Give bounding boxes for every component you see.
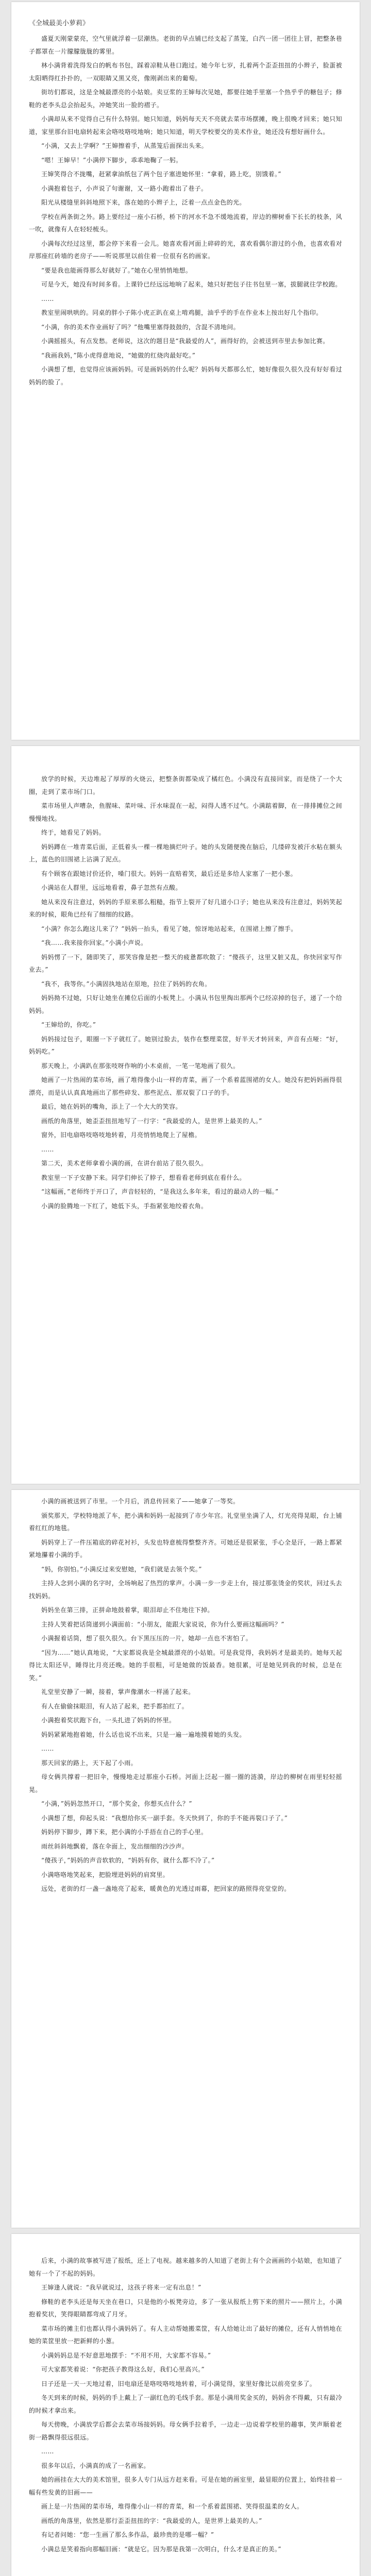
- paragraph: “我……我来接你回家。”小满小声说。: [41, 939, 147, 946]
- page-3: [11, 1490, 360, 2228]
- document-title: 《全城最美小萝莉》: [29, 20, 90, 27]
- paragraph: 可是今天，她没有时间多看。上课铃已经远远地响了起来，她只好把包子往书包里一塞，拔腿就往学校跑。: [41, 281, 342, 288]
- paragraph: 教室里一下子安静下来。同学们伸长了脖子，想看看老师到底在看什么。: [41, 1174, 246, 1181]
- paragraph: 母女俩共撑着一把旧伞，慢慢地走过那座小石桥。河面上泛起一圈一圈的涟漪，岸边的柳树在雨里轻轻摇晃。: [29, 1773, 342, 1793]
- paragraph: 第二天，美术老师拿着小满的画，在讲台前站了很久很久。: [41, 1160, 208, 1167]
- paragraph: 主持人念到小满的名字时，全场响起了热烈的掌声。小满一步一步走上台，接过那张烫金的奖状，回过头去找妈妈。: [29, 1580, 342, 1600]
- paragraph: “小满，你的美术作业画好了吗？”他嘴里塞得鼓鼓的，含混不清地问。: [41, 323, 240, 331]
- paragraph: 小满握着话筒，想了很久很久。台下黑压压的一片，她却一点也不害怕了。: [41, 1635, 252, 1642]
- paragraph: 窗外，旧电扇咯吱咯吱地转着，月亮悄悄地爬上了屋檐。: [41, 1131, 201, 1139]
- paragraph: “小满，又去上学啊？”王婶擦着手，从蒸笼后面探出头来。: [41, 142, 208, 149]
- paragraph: “我画我妈，”陈小虎得意地说，“她做的红烧肉最好吃。”: [41, 351, 196, 359]
- paragraph: 小满站在人群里，远远地看着，鼻子忽然有点酸。: [41, 884, 182, 891]
- paragraph: “小满，”妈妈忽然开口，“那个奖金，你想买点什么？”: [41, 1800, 192, 1807]
- paragraph: “要是我也能画得那么好就好了。”她在心里悄悄地想。: [41, 266, 192, 274]
- paragraph: 终于，她看见了妈妈。: [41, 829, 106, 836]
- paragraph: 有记者问她：“您一生画了那么多作品，最珍贵的是哪一幅？”: [41, 2531, 214, 2538]
- paragraph: 小满咯咯地笑起来，把脸埋进妈妈的肩窝里。: [41, 1871, 170, 1878]
- paragraph: “傻孩子，”妈妈的声音软软的，“妈妈有你，就什么都不冷了。”: [41, 1857, 215, 1864]
- paragraph: 教室里闹哄哄的。同桌的胖小子陈小虎正趴在桌上啃鸡腿，油乎乎的手在作业本上按出好几个指印。: [41, 309, 323, 316]
- paragraph: ……: [41, 2448, 54, 2455]
- paragraph: “因为……”她认真地说，“大家都说我是全城最漂亮的小姑娘。可是我觉得，我妈妈才是最美的。她每天起得比太阳还早，睡得比月亮还晚。她的手很粗，可是她做的饭最香。她很累，可是她见到我的时候，总是在笑。”: [29, 1649, 342, 1682]
- paragraph: 小满的脸腾地一下红了，她低下头，手指紧张地绞着衣角。: [41, 1202, 208, 1210]
- paragraph: 妈妈坐在第三排，正拼命地鼓着掌，眼泪却止不住地往下掉。: [41, 1606, 214, 1614]
- paragraph: 远处，老街的灯一盏一盏地亮了起来，暖黄色的光透过雨幕，把回家的路照得亮堂堂的。: [41, 1885, 291, 1892]
- paragraph: 林小满背着洗得发白的帆布书包，踩着凉鞋从巷口跑过。她今年七岁，扎着两个歪歪扭扭的小辫子，脸蛋被太阳晒得红扑扑的，一双眼睛又黑又亮，像刚剥出来的葡萄。: [29, 62, 342, 82]
- paragraph: 盛夏天刚蒙蒙亮，空气里就浮着一层潮热。老街的早点铺已经支起了蒸笼，白汽一团一团往上冒，把整条巷子都罩在一片朦朦胧胧的雾里。: [29, 35, 342, 55]
- paragraph: 冬天到来的时候，妈妈的手上戴上了一副红色的毛线手套。那是小满用奖金买的，妈妈舍不得戴，只有最冷的时候才拿出来。: [29, 2394, 342, 2414]
- paragraph: 有个顾客在跟她讨价还价，嗓门很大。妈妈一直赔着笑，最后还是多给人家塞了一把小葱。: [41, 870, 297, 877]
- paragraph: 妈妈停下脚步，蹲下来，把小满的小手捂在自己的手心里。: [41, 1828, 208, 1836]
- paragraph: 妈妈拗不过她，只好让她坐在摊位后面的小板凳上。小满从书包里掏出那两个已经凉掉的包子，递了一个给妈妈。: [29, 994, 342, 1014]
- page-1: [11, 2, 360, 740]
- paragraph: 日子还是一天一天地过着，旧电扇还是咯吱咯吱地转着，可小满觉得，家里好像比以前亮堂多了。: [41, 2380, 316, 2387]
- paragraph: 每天傍晚，小满放学后都会去菜市场接妈妈。母女俩手拉着手，一边走一边说着学校里的趣事，笑声顺着老街一路飘得很远很远。: [29, 2421, 342, 2441]
- paragraph: 小满妈妈总是不好意思地摆手：“不用不用，大家都不容易。”: [41, 2351, 211, 2359]
- paragraph: 颁奖那天，学校特地派了车，把小满和妈妈一起接到了市少年宫。礼堂里坐满了人，灯光亮得晃眼，台上铺着红红的地毯。: [29, 1512, 342, 1532]
- paragraph: 小满摇摇头，有点发愁。老师说，这次的题目是“我最爱的人”，画得好的，会被送到市里去参加比赛。: [41, 337, 329, 345]
- paragraph: 那天晚上，小满趴在那张吱呀作响的小木桌前，一笔一笔地画了很久。: [41, 1062, 240, 1070]
- paragraph: 妈妈紧紧地抱着她，什么话也说不出来，只是一遍一遍地摸着她的头发。: [41, 1731, 246, 1738]
- paragraph: 小满却从来不觉得自己有什么特别。她只知道，妈妈每天天不亮就去菜市场摆摊，晚上很晚才回来；她只知道，家里那台旧电扇转起来会咯吱咯吱地响；她只知道，明天学校要交的美术作业，她还没有想好画什么。: [29, 115, 342, 135]
- paragraph: 街坊们都说，这是全城最漂亮的小姑娘。卖豆浆的王婶每次见她，都要往她手里塞一个热乎乎的糖包子；修鞋的老李头总会抬起头，冲她笑出一脸的褶子。: [29, 89, 342, 109]
- paragraph: 菜市场的摊主们也都认得小满妈妈了。有人主动帮她搬菜筐，有人给她让出了最好的摊位，还有人悄悄地在她的菜筐里放一把新鲜的小葱。: [29, 2325, 342, 2345]
- paragraph: 礼堂里安静了一瞬，接着，掌声像潮水一样涌了起来。: [41, 1688, 195, 1696]
- paragraph: 妈妈接过包子，眼圈一下子就红了。她别过脸去，装作在整理菜筐，好半天才转回来，声音有点哑：“好，妈妈吃。”: [29, 1035, 342, 1055]
- paragraph: 画上是一片热闹的菜市场，堆得像小山一样的青菜，和一个系着蓝围裙、笑得很温柔的女人。: [41, 2503, 303, 2510]
- paragraph: “王婶给的，你吃。”: [41, 1021, 96, 1028]
- paragraph: 她画了一片热闹的菜市场，画了堆得像小山一样的青菜，画了一个系着蓝围裙的女人。她没有把妈妈画得很漂亮，而是认认真真地画出了那些碎发、那些泥点、那双裂了口子的手。: [29, 1076, 342, 1096]
- paragraph: 小满每次经过这里，都会停下来看一会儿。她喜欢看河面上碎碎的光，喜欢看偶尔游过的小鱼，也喜欢看对岸那座红砖墙的老房子——听说那里以前住着一位很有名的画家。: [29, 240, 342, 260]
- paragraph: 妈妈穿上了一件压箱底的碎花衬衫，头发也特意梳得整整齐齐。可她还是很紧张，手心全是汗，一路上都紧紧地攥着小满的手。: [29, 1538, 342, 1558]
- paragraph: 主持人笑着把话筒递到小满面前：“小朋友，能跟大家说说，你为什么要画这幅画吗？”: [41, 1620, 284, 1628]
- paragraph: 可大家都笑着说：“你把孩子教得这么好，我们心里高兴。”: [41, 2366, 205, 2373]
- paragraph: “我不，我等你。”小满固执地站在原地，拉住了妈妈的衣角。: [41, 980, 211, 988]
- paragraph: 放学的时候，天边堆起了厚厚的火烧云，把整条街都染成了橘红色。小满没有直接回家，而是绕了一个大圈，走到了菜市场门口。: [29, 775, 342, 795]
- paragraph: 王婶笑得合不拢嘴，赶紧拿油纸包了两个包子塞进她怀里：“拿着，路上吃，别饿着。”: [41, 171, 281, 178]
- paragraph: 小满想了想，仰起头说：“我想给你买一副手套。冬天快到了，你的手不能再裂口子了。”: [41, 1814, 288, 1822]
- paragraph: 王婶逢人就说：“我早就说过，这孩子将来一定有出息！”: [41, 2284, 201, 2291]
- paragraph: “小满？你怎么跑这儿来了？”妈妈一抬头，看见了她，惊讶地站起来，在围裙上擦了擦手。: [41, 925, 297, 933]
- paragraph: 阳光从楼缝里斜斜地照下来，落在她的小辫子上，泛着一点点金色的光。: [41, 199, 246, 206]
- paragraph: 妈妈蹲在一堆青菜后面，正低着头一棵一棵地摘烂叶子。她的头发随便挽在脑后，几缕碎发被汗水粘在额头上，蓝色的旧围裙上沾满了泥点。: [29, 843, 342, 863]
- paragraph: 后来，小满的故事被写进了报纸，还上了电视。越来越多的人知道了老街上有个会画画的小姑娘，也知道了她有一个了不起的妈妈。: [29, 2257, 342, 2277]
- paragraph: “嗯！王婶早！”小满停下脚步，乖乖地鞠了一躬。: [41, 156, 182, 164]
- paragraph: 小满抱着包子，小声说了句谢谢，又一路小跑着出了巷子。: [41, 184, 208, 192]
- paragraph: 最后，她在妈妈的嘴角，添上了一个大大的笑容。: [41, 1103, 182, 1110]
- paragraph: 画纸的角落里，依然是那行歪歪扭扭的字：“我最爱的人，是世界上最美的人。”: [41, 2517, 262, 2524]
- page-4: [11, 2234, 360, 2576]
- paragraph: 雨丝斜斜地飘着，落在伞面上，发出细细的沙沙声。: [41, 1842, 189, 1850]
- paragraph: 小满想了想，也觉得应该画妈妈。可是画妈妈的什么呢？妈妈每天都那么忙，她好像很久很久没有好好看过妈妈的脸了。: [29, 366, 342, 386]
- paragraph: 学校在两条街之外。路上要经过一座小石桥，桥下的河水不急不缓地流着，岸边的柳树垂下长长的枝条，风一吹，就像有人在轻轻梳头。: [29, 213, 342, 233]
- paragraph: 妈妈愣了一下，随即笑了，那笑容像是把一整天的疲惫都吹散了：“傻孩子，这里又脏又乱，你快回家写作业去。”: [29, 953, 342, 973]
- paragraph: 小满的画被送到了市里。一个月后，消息传回来了——她拿了一等奖。: [41, 1498, 240, 1505]
- paragraph: ……: [41, 1145, 54, 1153]
- paragraph: 菜市场里人声嘈杂，鱼腥味、菜叶味、汗水味混在一起，闷得人透不过气。小满踮着脚，在一排排摊位之间慢慢地找。: [29, 802, 342, 822]
- paragraph: 很多年以后，小满真的成了一名画家。: [41, 2462, 150, 2469]
- paragraph: 那天回家的路上，天下起了小雨。: [41, 1759, 138, 1767]
- paragraph: 小满总是笑着指向那幅旧画：“就是它。因为那是我第一次明白，什么才是真正的美。”: [41, 2545, 281, 2553]
- paragraph: ……: [41, 295, 54, 302]
- page-2: [11, 746, 360, 1484]
- paragraph: “妈，你别怕。”小满反过来安慰她，“我们就是去领个奖。”: [41, 1565, 202, 1573]
- paragraph: 画纸的角落里，她歪歪扭扭地写了一行字：“我最爱的人，是世界上最美的人。”: [41, 1117, 262, 1125]
- paragraph: ……: [41, 1745, 54, 1752]
- paragraph: 小满抱着奖状跑下台，一头扎进了妈妈的怀里。: [41, 1717, 176, 1724]
- paragraph: “这幅画，”老师终于开口了，声音轻轻的，“是我这么多年来，看过的最动人的一幅。”: [41, 1188, 279, 1195]
- paragraph: 有人在偷偷抹眼泪，有人站了起来，把手都拍红了。: [41, 1702, 189, 1710]
- paragraph: 她从来没有注意过，妈妈的手原来那么粗糙，指节上裂开了好几道小口子；她也从来没有注意过，妈妈笑起来的时候，眼角已经有了细细的纹路。: [29, 898, 342, 918]
- paragraph: 修鞋的老李头还是每天坐在巷口，只是他的小板凳旁边，多了一张从报纸上剪下来的照片——照片上，小满抱着奖状，笑得眼睛都弯成了月牙。: [29, 2298, 342, 2318]
- paragraph: 她的画挂在大大的美术馆里，很多人专门从远方赶来看。可是在她的画室里，最显眼的位置上，始终挂着一幅有些发黄的旧画——: [29, 2476, 342, 2496]
